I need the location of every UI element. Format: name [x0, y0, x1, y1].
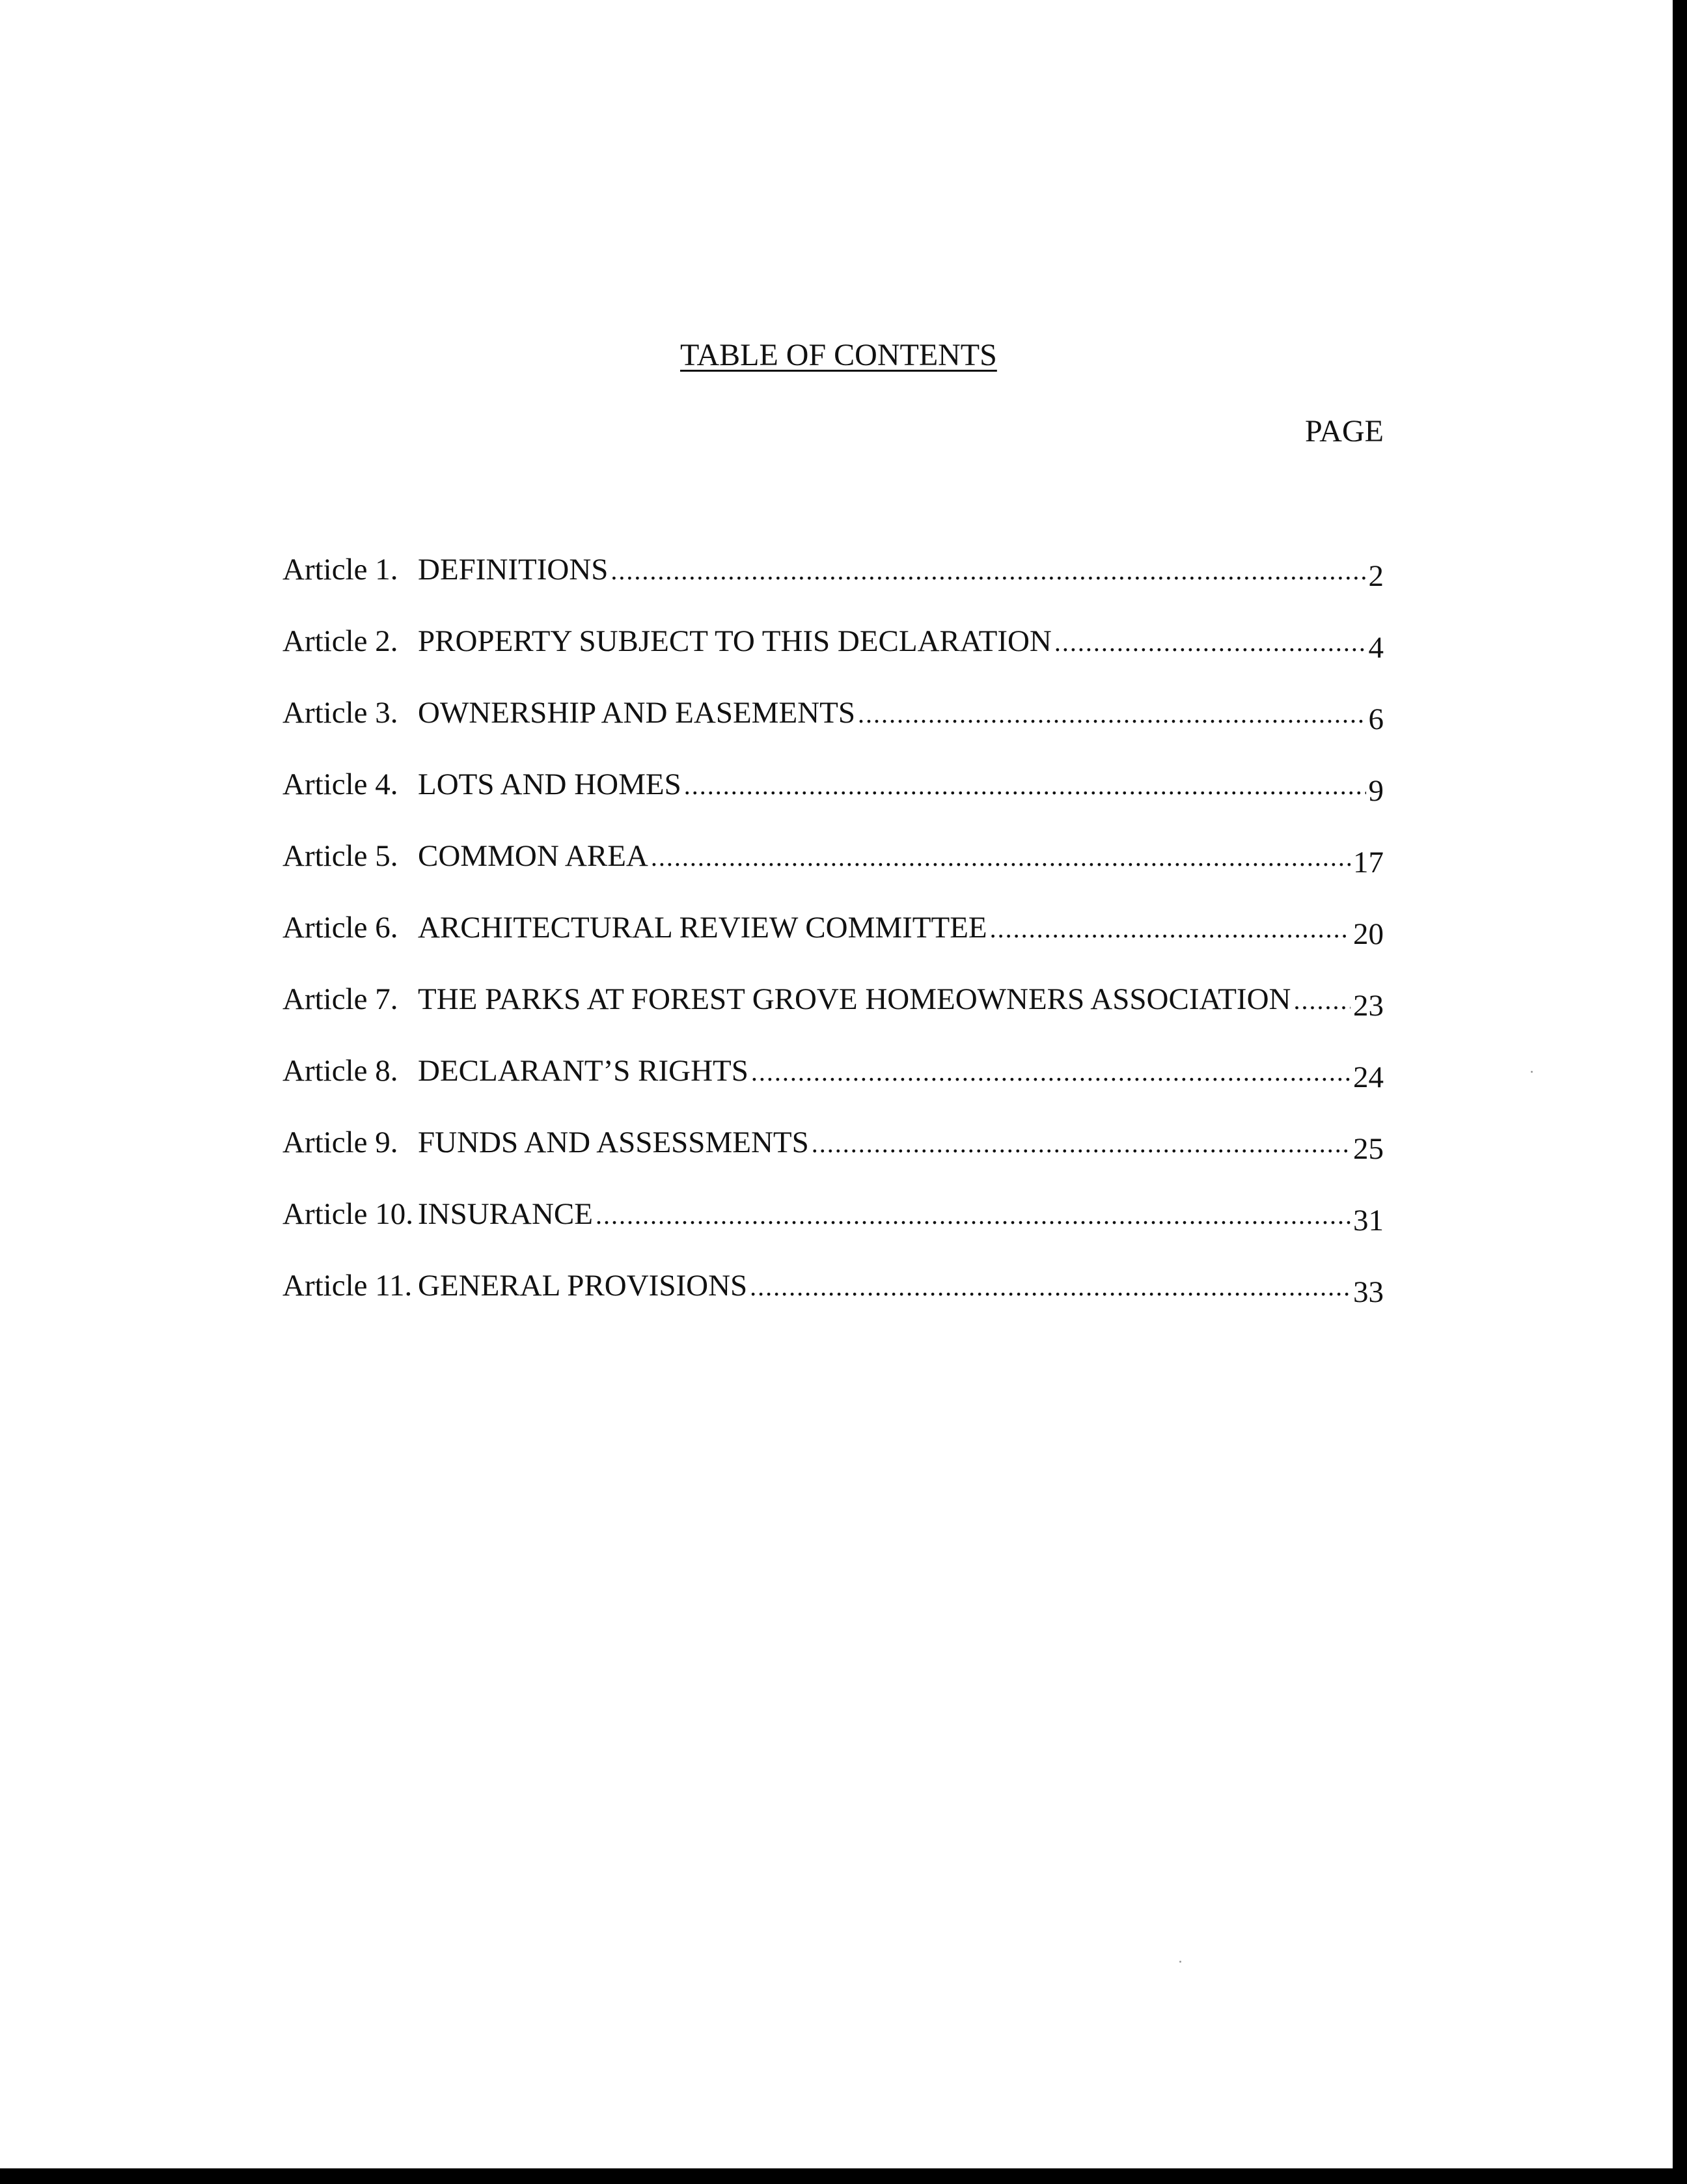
toc-page-number: 24 [1353, 1060, 1384, 1094]
toc-article-number: Article 7. [282, 982, 398, 1016]
toc-page-number: 6 [1368, 702, 1384, 736]
toc-article-number: Article 8. [282, 1054, 398, 1088]
toc-page-number: 25 [1353, 1132, 1384, 1166]
toc-dot-leader [596, 1200, 1351, 1230]
scan-speck [1179, 1961, 1181, 1963]
toc-page-number: 9 [1368, 774, 1384, 808]
toc-entry-9[interactable] [282, 1125, 1384, 1196]
toc-article-number: Article 9. [282, 1126, 398, 1159]
toc-heading: DEFINITIONS [418, 553, 609, 587]
toc-heading: ARCHITECTURAL REVIEW COMMITTEE [418, 911, 987, 945]
toc-heading: THE PARKS AT FOREST GROVE HOMEOWNERS ASSOCIATION [418, 982, 1291, 1016]
toc-dot-leader [751, 1057, 1351, 1087]
toc-entry-7[interactable] [282, 982, 1384, 1053]
toc-page-number: 23 [1353, 989, 1384, 1023]
toc-dot-leader [610, 555, 1365, 586]
toc-entry-4[interactable] [282, 767, 1384, 838]
toc-page-number: 33 [1353, 1275, 1384, 1309]
scan-border-right [1673, 0, 1687, 2184]
toc-heading: GENERAL PROVISIONS [418, 1269, 748, 1303]
toc-entry-11[interactable] [282, 1268, 1384, 1340]
toc-dot-leader [651, 842, 1351, 872]
toc-entry-6[interactable] [282, 910, 1384, 982]
toc-list [282, 552, 1384, 1340]
toc-entry-8[interactable] [282, 1053, 1384, 1125]
toc-heading: INSURANCE [418, 1197, 593, 1231]
toc-entry-10[interactable] [282, 1196, 1384, 1268]
toc-entry-3[interactable] [282, 695, 1384, 767]
toc-heading: DECLARANT’S RIGHTS [418, 1054, 748, 1088]
toc-heading: OWNERSHIP AND EASEMENTS [418, 696, 855, 730]
toc-dot-leader [990, 913, 1351, 944]
toc-article-number: Article 5. [282, 839, 398, 873]
page-column-header: PAGE [1305, 414, 1384, 449]
scan-speck [1531, 1071, 1533, 1073]
toc-heading: LOTS AND HOMES [418, 767, 681, 801]
toc-page-number: 31 [1353, 1204, 1384, 1237]
toc-article-number: Article 2. [282, 624, 398, 658]
toc-entry-1[interactable] [282, 552, 1384, 624]
toc-article-number: Article 1. [282, 553, 398, 587]
toc-article-number: Article 10. [282, 1197, 413, 1231]
toc-article-number: Article 11. [282, 1269, 413, 1303]
toc-article-number: Article 6. [282, 911, 398, 945]
toc-heading: PROPERTY SUBJECT TO THIS DECLARATION [418, 624, 1052, 658]
toc-dot-leader [684, 770, 1366, 801]
toc-article-number: Article 3. [282, 696, 398, 730]
toc-dot-leader [858, 698, 1366, 729]
toc-page-number: 4 [1368, 631, 1384, 665]
toc-heading: FUNDS AND ASSESSMENTS [418, 1126, 809, 1159]
toc-entry-2[interactable] [282, 624, 1384, 695]
toc-page-number: 20 [1353, 917, 1384, 951]
page-title: TABLE OF CONTENTS [680, 338, 997, 372]
toc-heading: COMMON AREA [418, 839, 648, 873]
toc-page-number: 17 [1353, 846, 1384, 879]
toc-dot-leader [812, 1128, 1351, 1159]
toc-entry-5[interactable] [282, 838, 1384, 910]
toc-dot-leader [1293, 985, 1351, 1016]
toc-dot-leader [750, 1271, 1351, 1302]
toc-dot-leader [1054, 627, 1366, 657]
toc-page-number: 2 [1368, 559, 1384, 593]
scan-border-bottom [0, 2168, 1687, 2184]
toc-article-number: Article 4. [282, 767, 398, 801]
